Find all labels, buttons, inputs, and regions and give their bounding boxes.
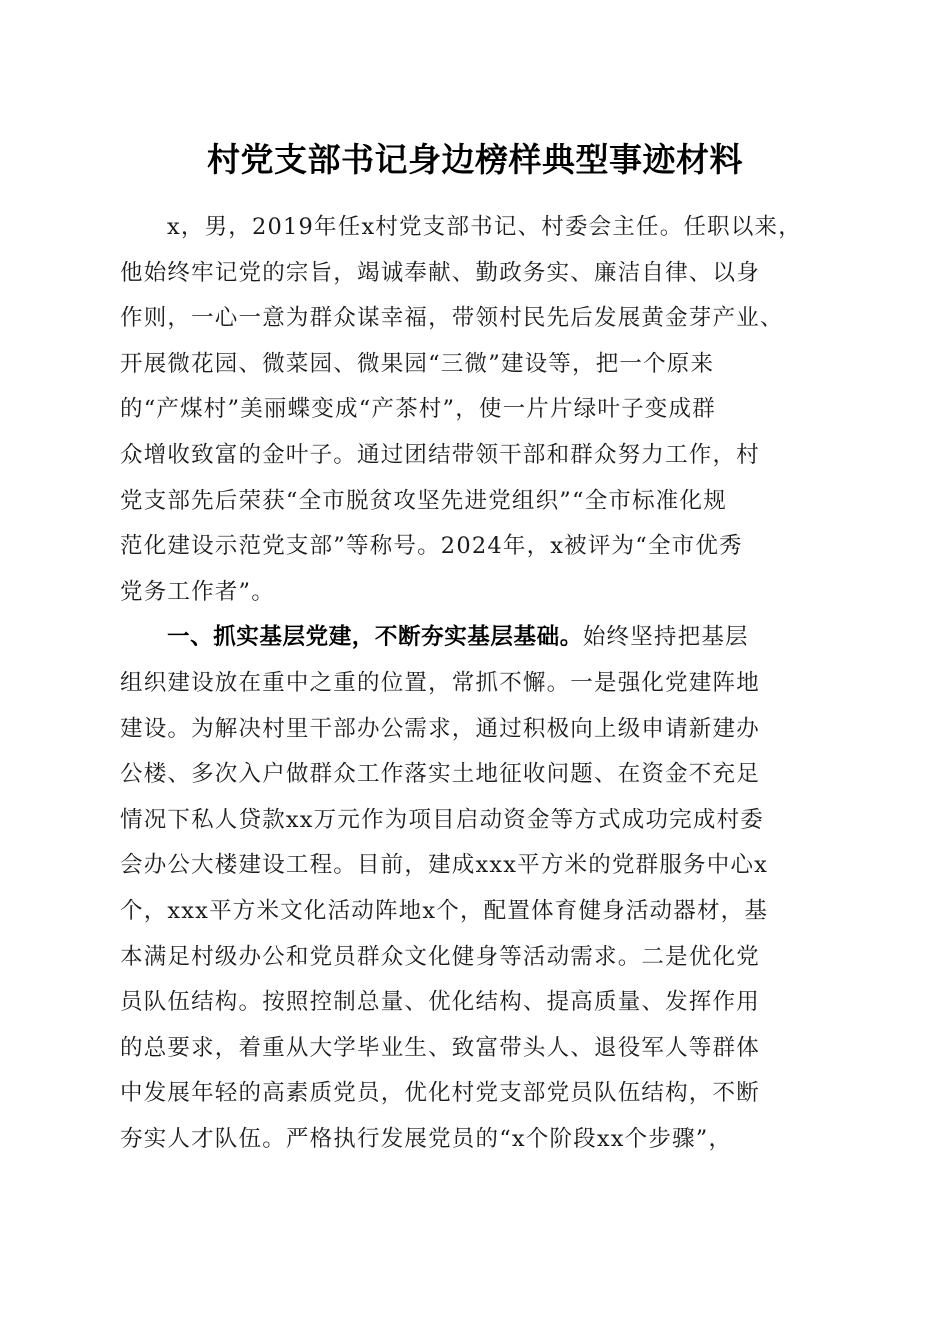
- paragraph-line: 组织建设放在重中之重的位置，常抓不懈。一是强化党建阵地: [120, 669, 760, 696]
- document-body: [120, 205, 830, 1162]
- paragraph-line: 范化建设示范党支部”等称号。2024年，x被评为“全市优秀: [120, 533, 743, 560]
- paragraph-line: 众增收致富的金叶子。通过团结带领干部和群众努力工作，村: [120, 441, 760, 468]
- paragraph-line: 公楼、多次入户做群众工作落实土地征收问题、在资金不充足: [120, 761, 760, 788]
- paragraph-line: 情况下私人贷款xx万元作为项目启动资金等方式成功完成村委: [120, 806, 764, 833]
- paragraph-line: 作则，一心一意为群众谋幸福，带领村民先后发展黄金芽产业、: [120, 305, 784, 332]
- paragraph-line: 本满足村级办公和党员群众文化健身等活动需求。二是优化党: [120, 943, 760, 970]
- paragraph-line: x，男，2019年任x村党支部书记、村委会主任。任职以来，: [167, 214, 802, 240]
- paragraph-line: 党支部先后荣获“全市脱贫攻坚先进党组织”“全市标准化规: [120, 487, 727, 514]
- intro-paragraph: [120, 205, 830, 615]
- paragraph-line: 党务工作者”。: [120, 578, 275, 605]
- paragraph-line: 他始终牢记党的宗旨，竭诚奉献、勤政务实、廉洁自律、以身: [120, 259, 760, 286]
- section-1-first-line-text: 始终坚持把基层: [582, 624, 749, 651]
- document-title: 村党支部书记身边榜样典型事迹材料: [207, 140, 743, 179]
- paragraph-line: 开展微花园、微菜园、微果园“三微”建设等，把一个原来: [120, 350, 715, 377]
- paragraph-line: 中发展年轻的高素质党员，优化村党支部党员队伍结构，不断: [120, 1080, 760, 1107]
- section-1-first-line: [120, 615, 830, 661]
- paragraph-line: 的“产煤村”美丽蝶变成“产茶村”，使一片片绿叶子变成群: [120, 396, 716, 423]
- paragraph-line: 建设。为解决村里干部办公需求，通过积极向上级申请新建办: [120, 715, 760, 742]
- paragraph-line: 员队伍结构。按照控制总量、优化结构、提高质量、发挥作用: [120, 989, 760, 1016]
- paragraph-line: 会办公大楼建设工程。目前，建成xxx平方米的党群服务中心x: [120, 852, 769, 879]
- section-1-paragraph: [120, 615, 830, 1162]
- paragraph-line: 夯实人才队伍。严格执行发展党员的“x个阶段xx个步骤”，: [120, 1125, 733, 1152]
- paragraph-line: 的总要求，着重从大学毕业生、致富带头人、退役军人等群体: [120, 1034, 760, 1061]
- section-1-heading: 一、抓实基层党建，不断夯实基层基础。: [167, 624, 583, 651]
- paragraph-line: 个，xxx平方米文化活动阵地x个，配置体育健身活动器材，基: [120, 897, 769, 924]
